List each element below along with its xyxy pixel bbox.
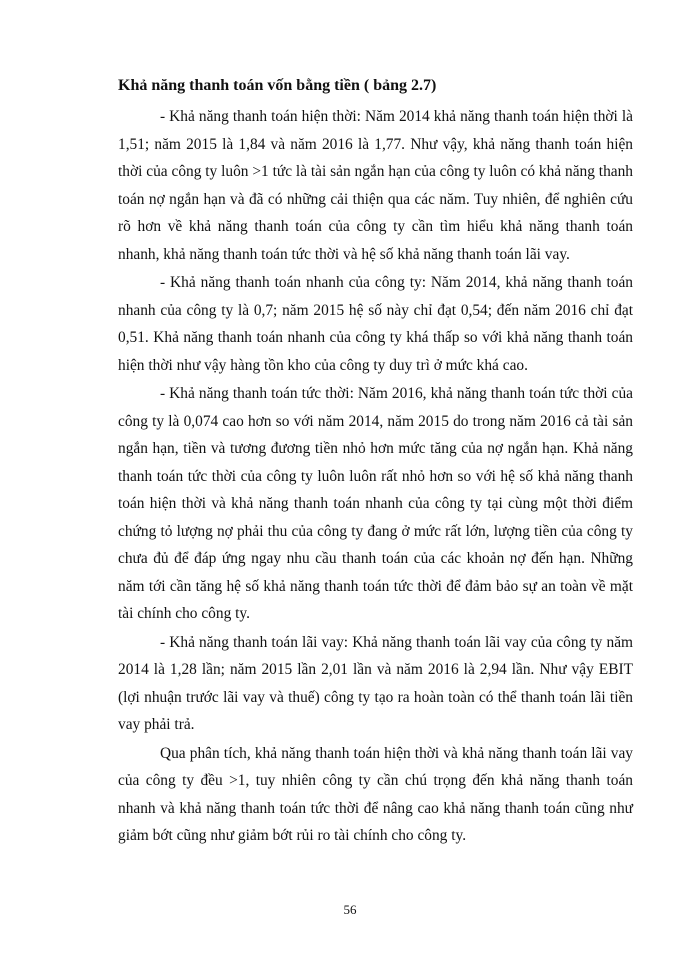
section-heading: Khả năng thanh toán vốn bằng tiền ( bảng 2.7): [118, 77, 437, 94]
paragraph-interest-coverage: - Khả năng thanh toán lãi vay: Khả năng thanh toán lãi vay của công ty năm 2014 là 1,28 lần; năm 2015 lần 2,01 lần và năm 2016 là 2,94 lần. Như vậy EBIT (lợi nhuận trước lãi vay và thuế) công ty tạo ra hoàn toàn có thể thanh toán lãi tiền vay phải trả.: [118, 633, 633, 733]
document-page: [118, 74, 633, 851]
page-number: 56: [343, 902, 357, 917]
paragraph-quick-ratio: - Khả năng thanh toán nhanh của công ty: Năm 2014, khả năng thanh toán nhanh của công ty là 0,7; năm 2015 hệ số này chỉ đạt 0,54; đến năm 2016 chỉ đạt 0,51. Khả năng thanh toán nhanh của công ty khá thấp so với khả năng thanh toán hiện thời như vậy hàng tồn kho của công ty duy trì ở mức khá cao.: [118, 274, 633, 374]
paragraph-conclusion: Qua phân tích, khả năng thanh toán hiện thời và khả năng thanh toán lãi vay của công ty đều >1, tuy nhiên công ty cần chú trọng đến khả năng thanh toán nhanh và khả năng thanh toán tức thời để nâng cao khả năng thanh toán cũng như giảm bớt cũng như giảm bớt rủi ro tài chính cho công ty.: [118, 744, 633, 844]
paragraph-cash-ratio: - Khả năng thanh toán tức thời: Năm 2016, khả năng thanh toán tức thời của công ty là 0,074 cao hơn so với năm 2014, năm 2015 do trong năm 2016 cả tài sản ngắn hạn, tiền và tương đương tiền nhỏ hơn mức tăng của nợ ngắn hạn. Khả năng thanh toán tức thời của công ty luôn luôn rất nhỏ hơn so với hệ số khả năng thanh toán hiện thời và khả năng thanh toán nhanh của công ty tại cùng một thời điểm chứng tỏ lượng nợ phải thu của công ty đang ở mức rất lớn, lượng tiền của công ty chưa đủ để đáp ứng ngay nhu cầu thanh toán của các khoản nợ đến hạn. Những năm tới cần tăng hệ số khả năng thanh toán tức thời để đảm bảo sự an toàn về mặt tài chính cho công ty.: [118, 385, 633, 622]
paragraph-current-ratio: - Khả năng thanh toán hiện thời: Năm 2014 khả năng thanh toán hiện thời là 1,51; năm 2015 là 1,84 và năm 2016 là 1,77. Như vậy, khả năng thanh toán hiện thời của công ty luôn >1 tức là tài sản ngắn hạn của công ty luôn có khả năng thanh toán nợ ngắn hạn và đã có những cải thiện qua các năm. Tuy nhiên, để nghiên cứu rõ hơn về khả năng thanh toán của công ty cần tìm hiểu khả năng thanh toán nhanh, khả năng thanh toán tức thời và hệ số khả năng thanh toán lãi vay.: [118, 108, 633, 263]
